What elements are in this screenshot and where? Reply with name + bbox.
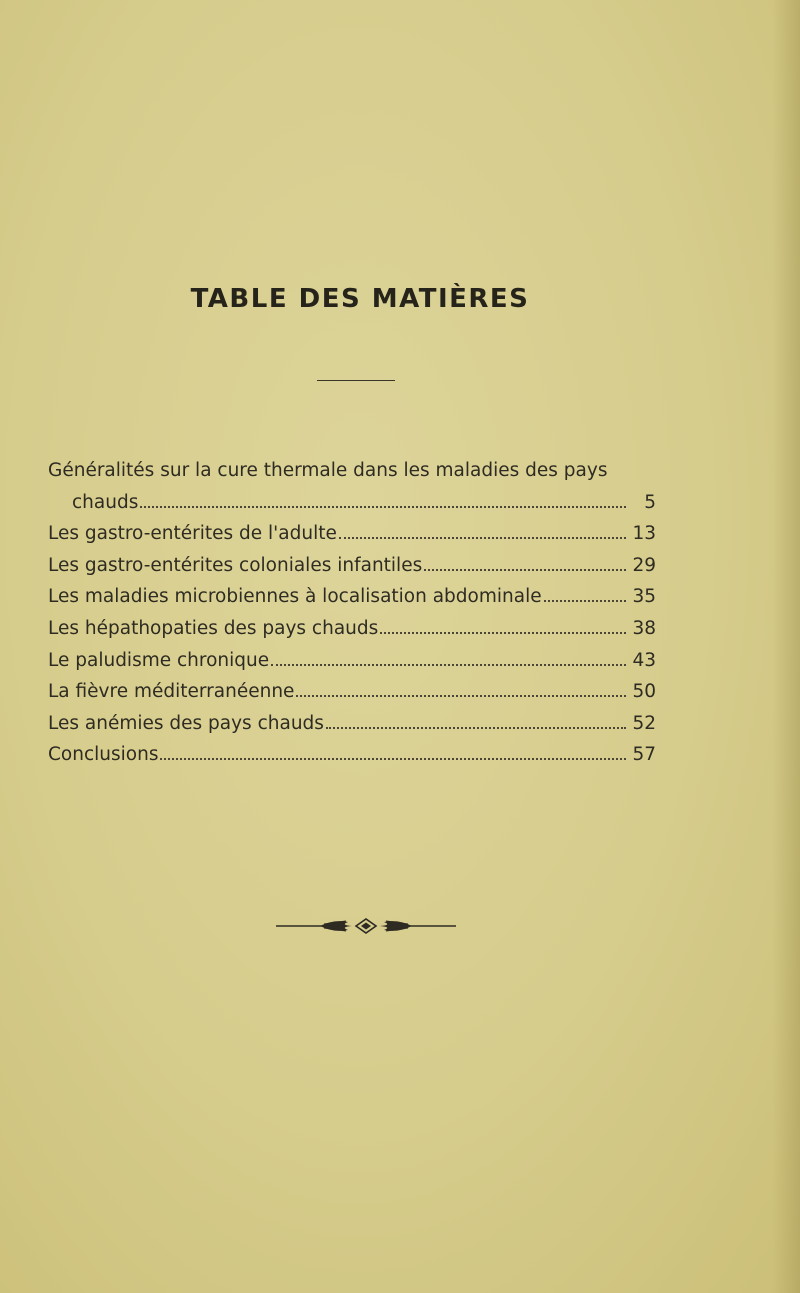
table-of-contents (48, 455, 656, 771)
toc-entry (48, 455, 656, 518)
toc-entry-text: Les anémies des pays chauds (48, 712, 324, 734)
dot-leader (160, 758, 626, 760)
toc-entry (48, 676, 656, 708)
toc-entry-text: Les maladies microbiennes à localisation abdominale (48, 586, 542, 608)
toc-page-number: 35 (632, 586, 656, 608)
dot-leader (380, 632, 626, 634)
page-title: TABLE DES MATIÈRES (190, 284, 530, 314)
toc-entry (48, 581, 656, 613)
dot-leader (326, 727, 626, 729)
toc-entry (48, 550, 656, 582)
toc-entry-text: Les hépathopaties des pays chauds (48, 617, 379, 639)
toc-entry (48, 518, 656, 550)
toc-entry-text-line2: chauds (72, 491, 139, 513)
toc-entry-text: La fièvre méditerranéenne (48, 681, 295, 703)
toc-page-number: 38 (632, 617, 656, 639)
dot-leader (271, 664, 626, 666)
dot-leader (424, 569, 626, 571)
toc-page-number: 29 (632, 554, 656, 576)
toc-entry-text: Conclusions (48, 744, 159, 766)
dot-leader (339, 537, 626, 539)
toc-page-number: 43 (632, 649, 656, 671)
toc-entry (48, 613, 656, 645)
dot-leader (544, 600, 626, 602)
toc-entry (48, 708, 656, 740)
dot-leader (296, 695, 626, 697)
toc-page-number: 5 (644, 491, 656, 513)
toc-page-number: 57 (632, 744, 656, 766)
toc-page-number: 13 (632, 523, 656, 545)
page-edge-shadow (772, 0, 800, 1293)
toc-entry-text-line1: Généralités sur la cure thermale dans les maladies des pays (48, 460, 608, 481)
toc-entry-text: Les gastro-entérites coloniales infantiles (48, 554, 423, 576)
decorative-ornament-icon (276, 915, 456, 935)
title-divider (317, 380, 395, 381)
toc-entry (48, 739, 656, 771)
toc-entry (48, 645, 656, 677)
toc-entry-text: Le paludisme chronique (48, 649, 270, 671)
dot-leader (140, 506, 626, 508)
toc-page-number: 52 (632, 712, 656, 734)
toc-page-number: 50 (632, 681, 656, 703)
toc-entry-text: Les gastro-entérites de l'adulte (48, 523, 337, 545)
